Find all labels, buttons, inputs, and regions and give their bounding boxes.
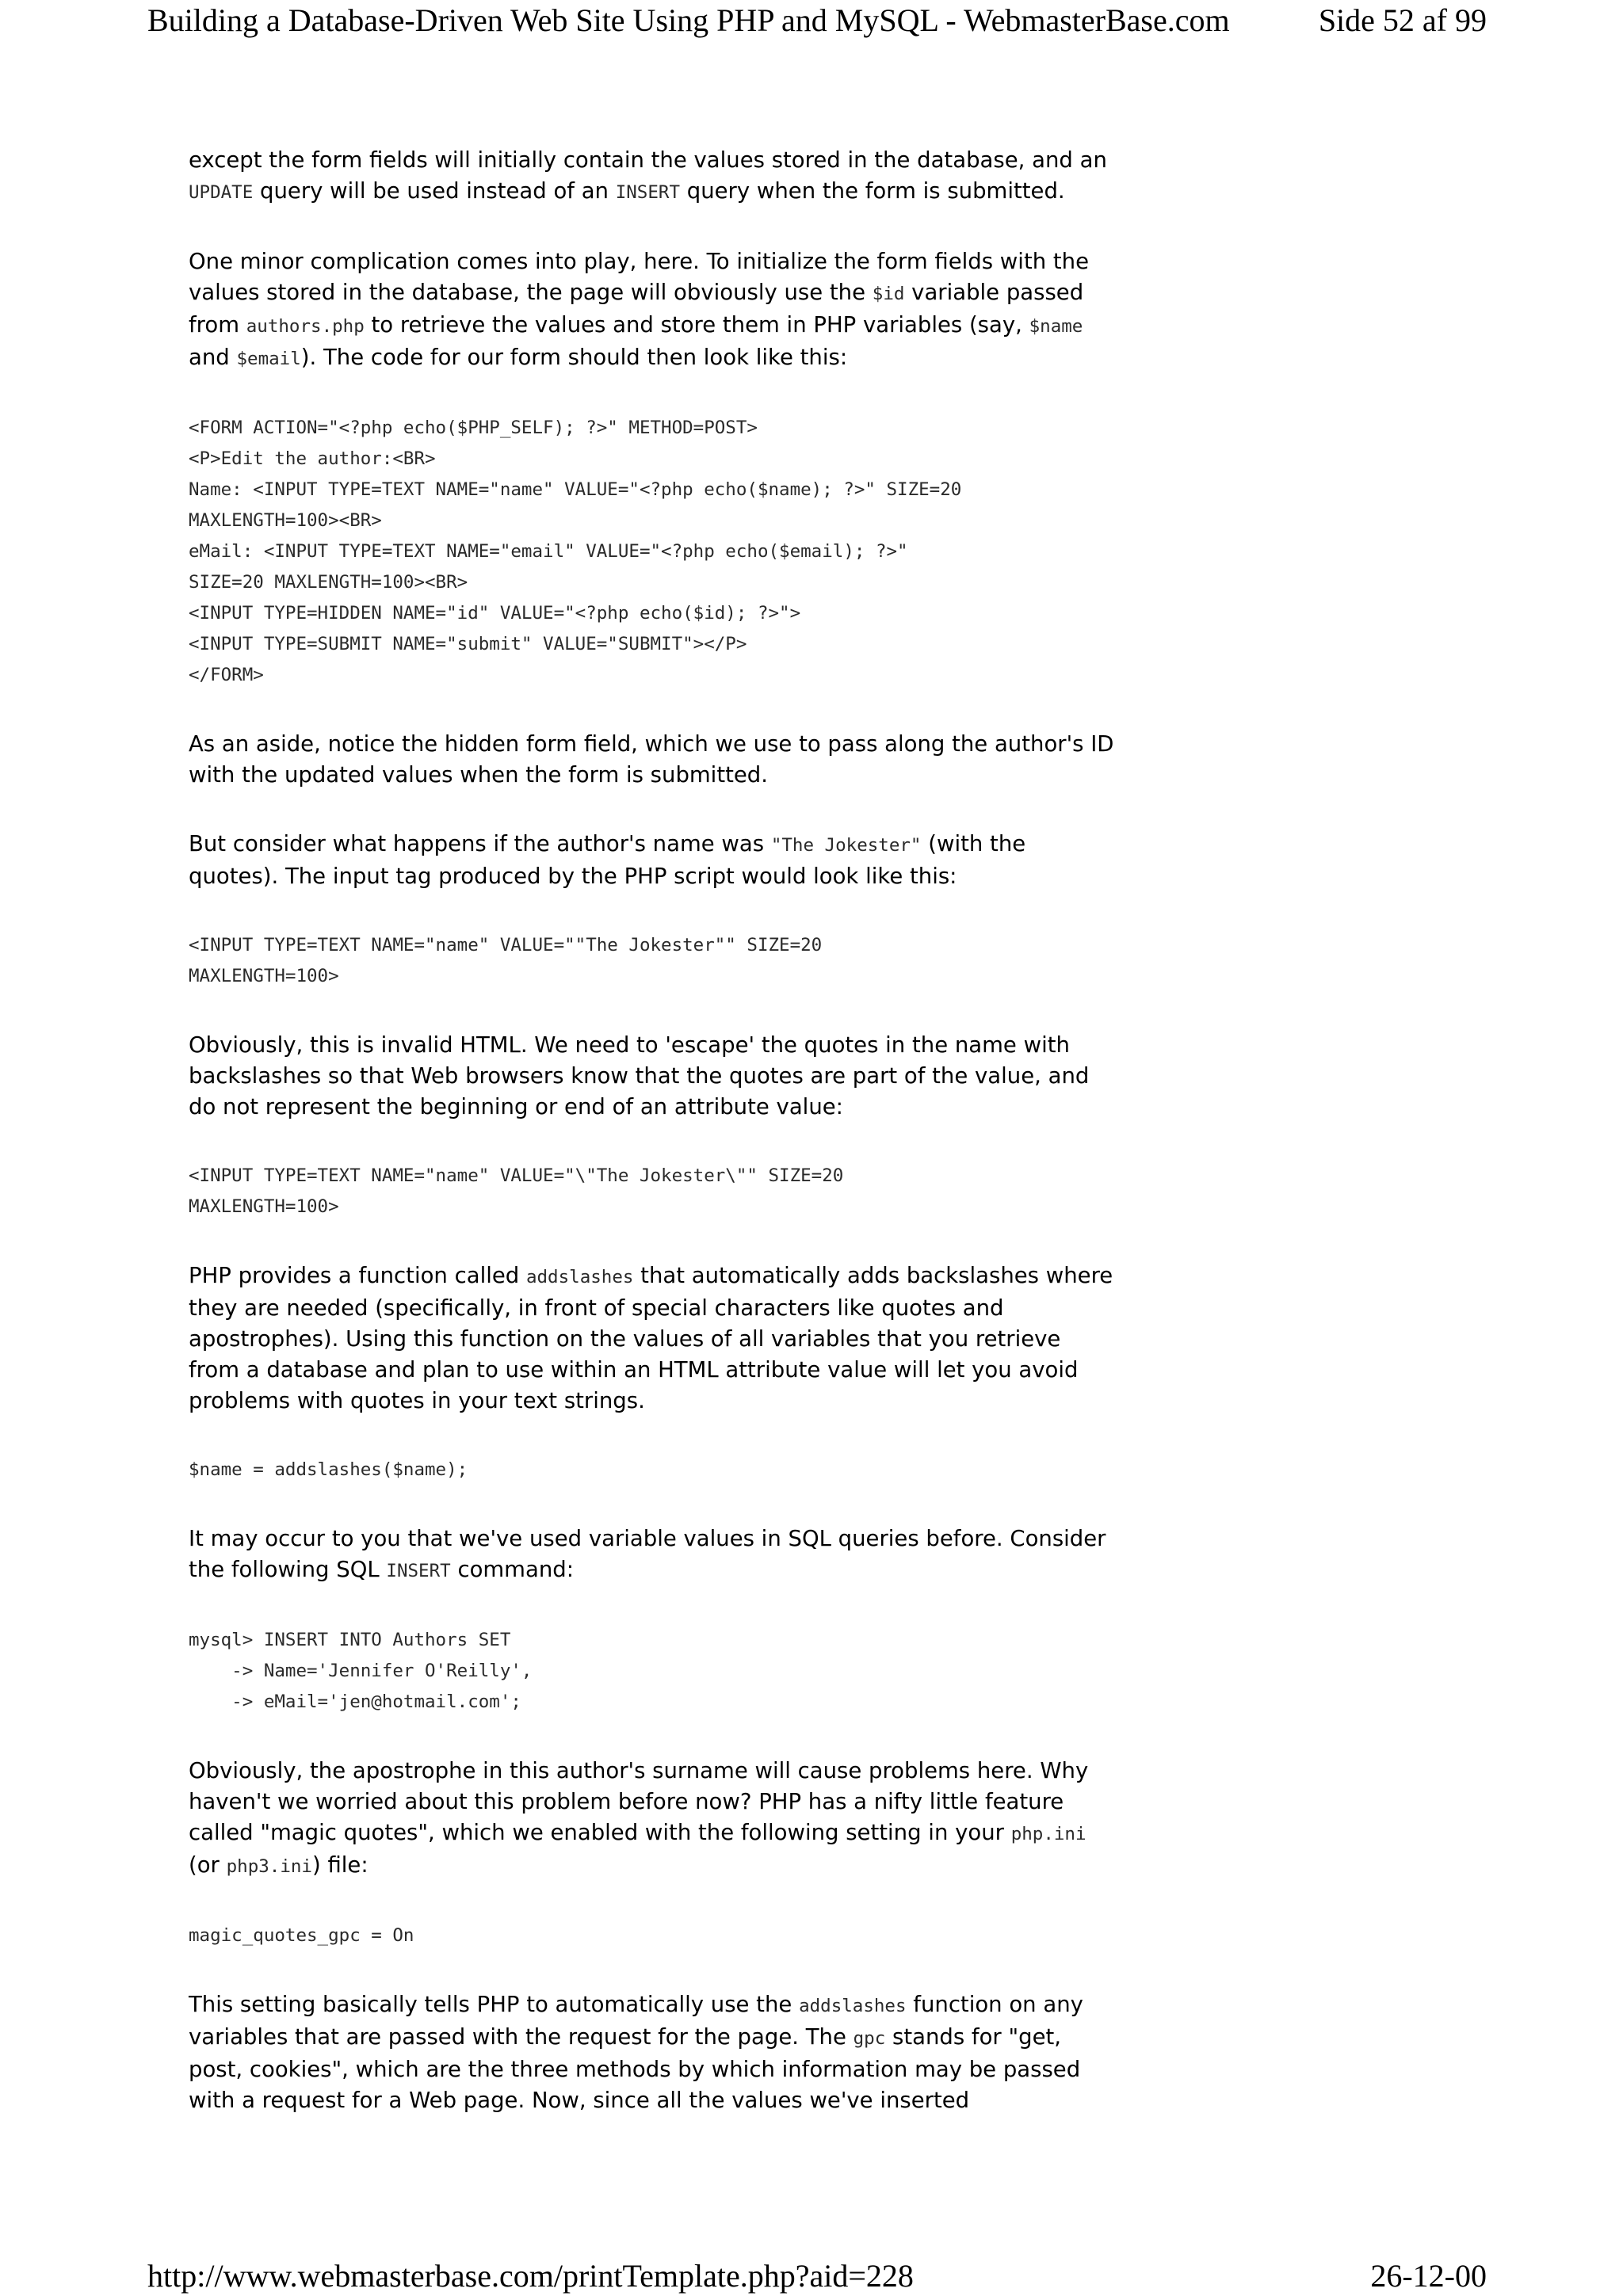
- code-block-form: <FORM ACTION="<?php echo($PHP_SELF); ?>" METHOD=POST> <P>Edit the author:<BR> Name: <INPUT TYPE=TEXT NAME="name" VALUE="<?php echo($name); ?>" SIZE=20 MAXLENGTH=100><BR> eMail: <INPUT TYPE=TEXT NAME="email" VALUE="<?php echo($email); ?>" SIZE=20 MAXLENGTH=100><BR> <INPUT TYPE=HIDDEN NAME="id" VALUE="<?php echo($id); ?>"> <INPUT TYPE=SUBMIT NAME="submit" VALUE="SUBMIT"></P> </FORM>: [189, 418, 962, 685]
- inline-code-name: $name: [1029, 316, 1083, 337]
- source-url: http://www.webmasterbase.com/printTemplate.php?aid=228: [147, 2258, 914, 2294]
- inline-code-insert: INSERT: [615, 182, 680, 203]
- inline-code-php-ini: php.ini: [1010, 1824, 1086, 1844]
- page-footer: [147, 2256, 1487, 2296]
- inline-code-id: $id: [872, 284, 905, 304]
- page-number: Side 52 af 99: [1318, 2, 1487, 38]
- code-block-escaped-input: <INPUT TYPE=TEXT NAME="name" VALUE="\"The Jokester\"" SIZE=20 MAXLENGTH=100>: [189, 1165, 844, 1217]
- inline-code-addslashes: addslashes: [525, 1267, 634, 1287]
- document-title: Building a Database-Driven Web Site Using PHP and MySQL - WebmasterBase.com: [147, 2, 1230, 38]
- inline-code-jokester: "The Jokester": [770, 835, 922, 856]
- print-date: 26-12-00: [1370, 2258, 1487, 2294]
- code-block-invalid-input: <INPUT TYPE=TEXT NAME="name" VALUE=""The Jokester"" SIZE=20 MAXLENGTH=100>: [189, 935, 823, 986]
- paragraph-invalid-html: Obviously, this is invalid HTML. We need to 'escape' the quotes in the name with backslashes so that Web browsers know that the quotes are part of the value, and do not represent the beginning or end of an attribute value:: [189, 1032, 1090, 1119]
- inline-code-email: $email: [236, 349, 301, 369]
- paragraph-hidden-field: As an aside, notice the hidden form field, which we use to pass along the author's ID with the updated values when the form is submitted.: [189, 731, 1114, 788]
- code-block-magic-quotes: magic_quotes_gpc = On: [189, 1925, 414, 1946]
- paragraph-sql-variables: It may occur to you that we've used variable values in SQL queries before. Consider the following SQL INSERT command:: [189, 1526, 1106, 1582]
- inline-code-gpc: gpc: [853, 2028, 886, 2049]
- paragraph-magic-quotes: Obviously, the apostrophe in this author's surname will cause problems here. Why haven't we worried about this problem before now? PHP has a nifty little feature called "magic quotes", which we enabled with the following setting in your php.ini (or php3.ini) file:: [189, 1758, 1089, 1878]
- code-block-mysql-insert: mysql> INSERT INTO Authors SET -> Name='Jennifer O'Reilly', -> eMail='jen@hotmail.com';: [189, 1630, 533, 1712]
- inline-code-addslashes-2: addslashes: [799, 1996, 907, 2016]
- inline-code-insert-2: INSERT: [386, 1561, 451, 1581]
- code-block-addslashes: $name = addslashes($name);: [189, 1459, 468, 1480]
- paragraph-addslashes: PHP provides a function called addslashes that automatically adds backslashes where they are needed (specifically, in front of special characters like quotes and apostrophes). Using this function on the values of all variables that you retrieve from a database and plan to use within an HTML attribute value will let you avoid problems with quotes in your text strings.: [189, 1263, 1113, 1413]
- article-body: [189, 145, 1116, 2154]
- page-header: [147, 0, 1487, 41]
- paragraph-gpc: This setting basically tells PHP to automatically use the addslashes function on any variables that are passed with the request for the page. The gpc stands for "get, post, cookies", which are the three methods by which information may be passed with a request for a Web page. Now, since all the values we've inserted: [189, 1992, 1083, 2113]
- paragraph-jokester: But consider what happens if the author's name was "The Jokester" (with the quotes). The input tag produced by the PHP script would look like this:: [189, 831, 1026, 889]
- paragraph-form-fields: except the form fields will initially contain the values stored in the database, and an UPDATE query will be used instead of an INSERT query when the form is submitted.: [189, 147, 1107, 204]
- inline-code-authors-php: authors.php: [246, 316, 365, 337]
- paragraph-minor-complication: One minor complication comes into play, here. To initialize the form fields with the values stored in the database, the page will obviously use the $id variable passed from authors.php to retrieve the values and store them in PHP variables (say, $name and $email). The code for our form should then look like this:: [189, 249, 1090, 370]
- inline-code-update: UPDATE: [189, 182, 254, 203]
- inline-code-php3-ini: php3.ini: [226, 1856, 312, 1877]
